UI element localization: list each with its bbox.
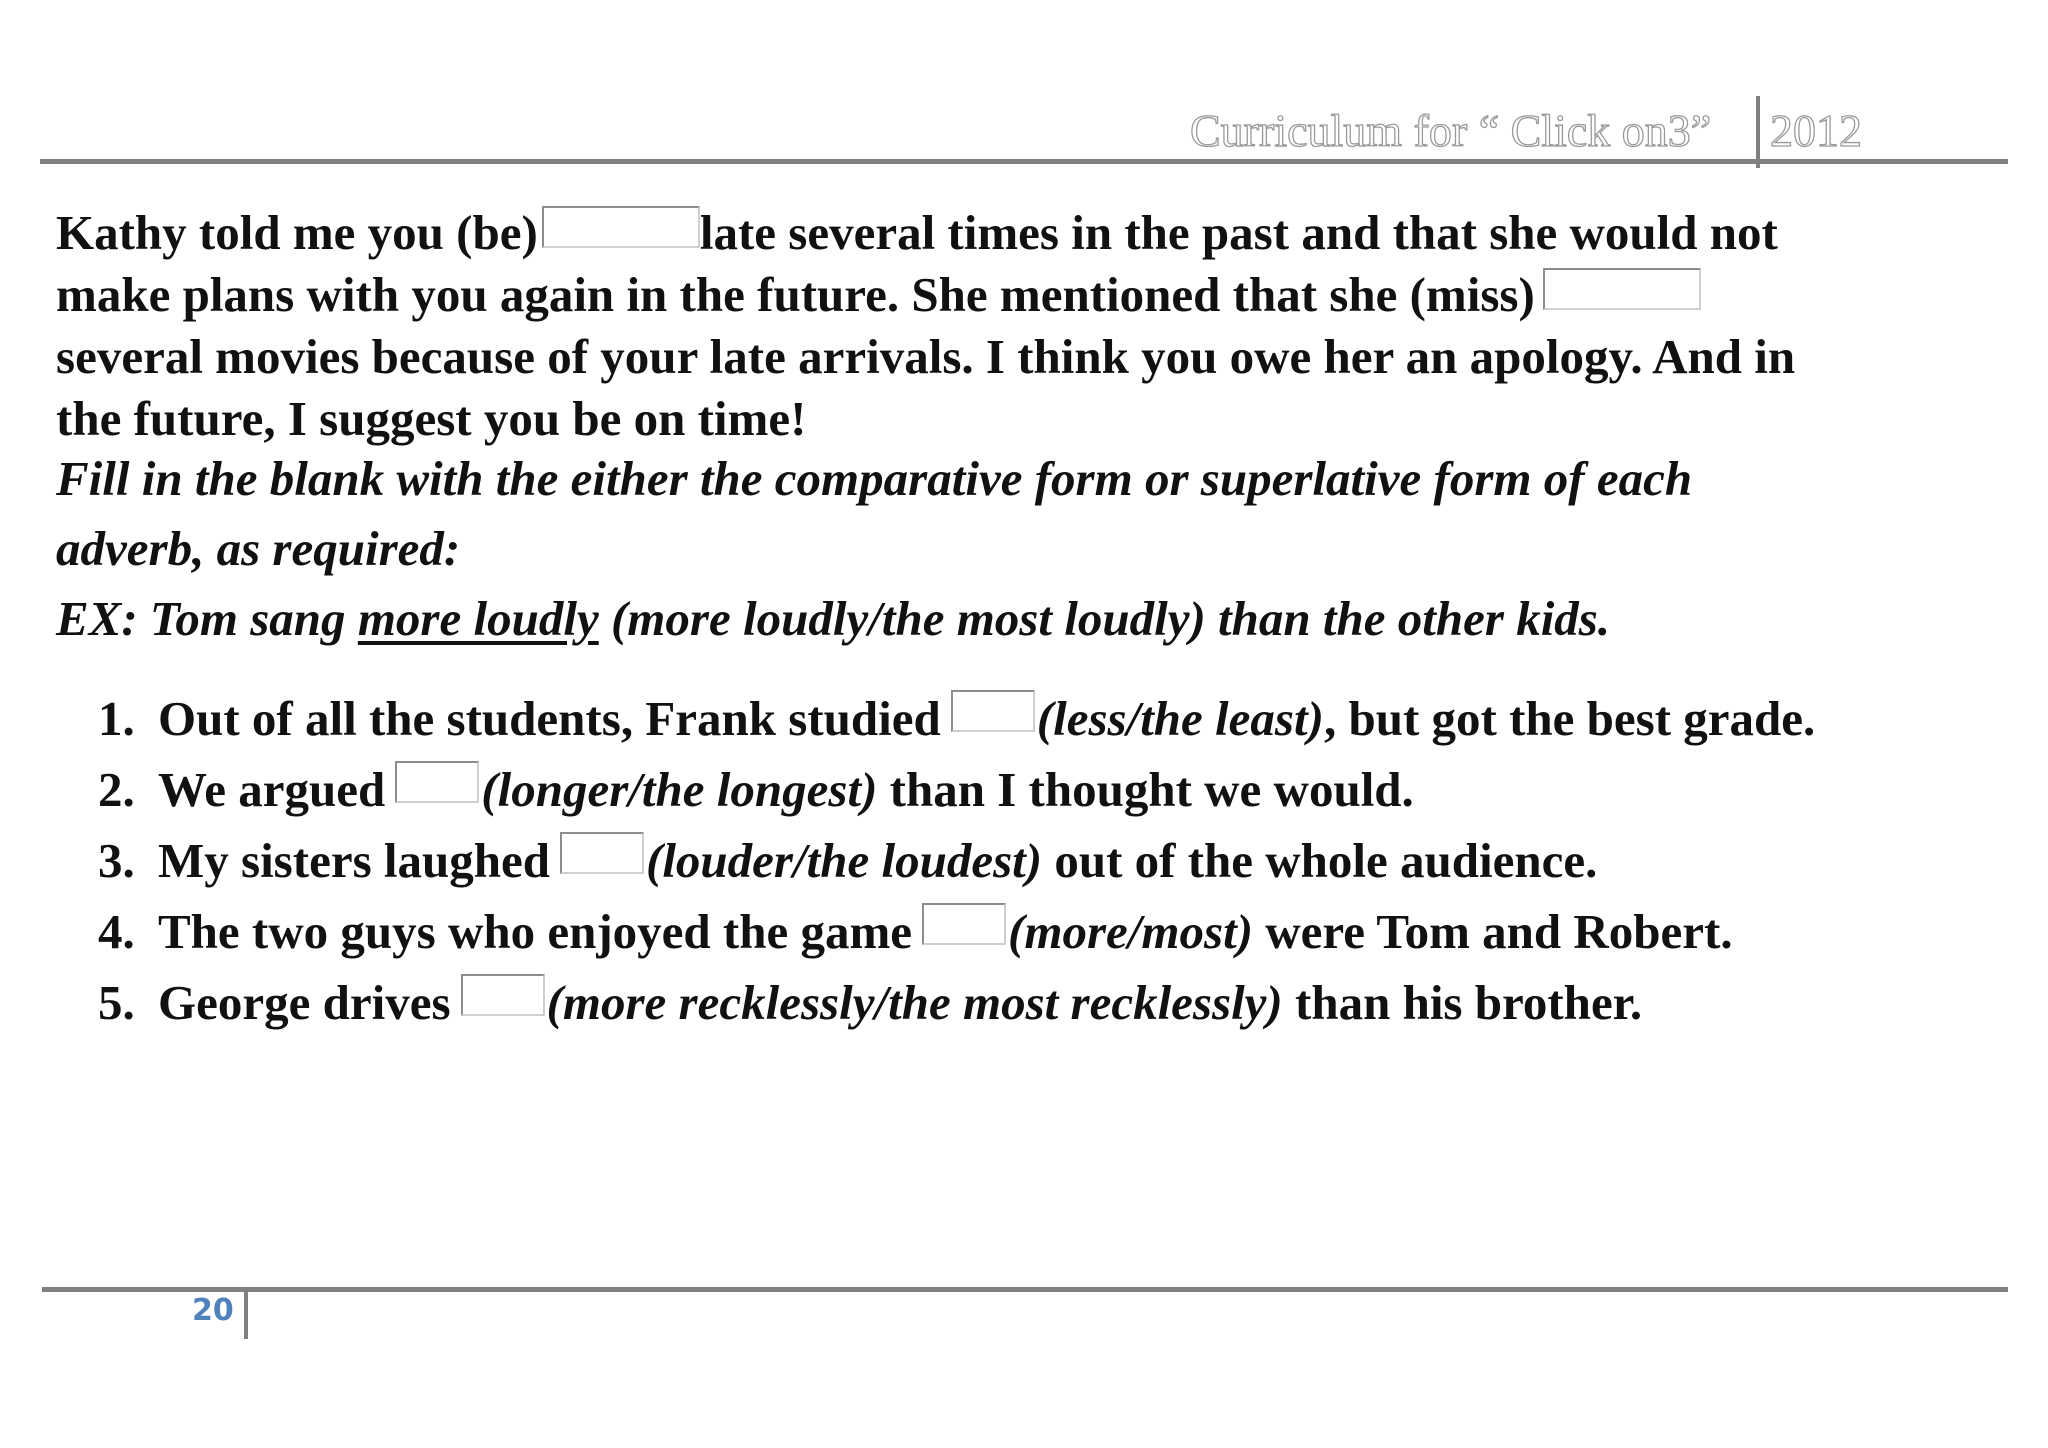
- exercise-item-4: [98, 901, 1733, 963]
- blank-field-2[interactable]: [395, 761, 479, 803]
- item-text: Out of all the students, Frank studied: [158, 691, 941, 746]
- item-text: , but got the best grade.: [1323, 691, 1816, 746]
- item-text: were Tom and Robert.: [1253, 904, 1733, 959]
- blank-field-4[interactable]: [922, 903, 1006, 945]
- item-text: My sisters laughed: [158, 833, 550, 888]
- item-text: We argued: [158, 762, 386, 817]
- page-number: 20: [192, 1293, 234, 1328]
- passage-text: Kathy told me you (be): [56, 205, 538, 260]
- exercise-item-5: [98, 972, 1642, 1034]
- example-prefix: EX: Tom sang: [56, 591, 358, 646]
- page-header: [1180, 96, 1880, 168]
- passage-line-2: [56, 264, 1701, 326]
- item-hint: (more recklessly/the most recklessly): [546, 975, 1283, 1030]
- header-year: 2012: [1770, 105, 1862, 156]
- passage-text: late several times in the past and that she would not: [699, 205, 1778, 260]
- blank-field-be[interactable]: [542, 206, 700, 248]
- exercise-item-1: [98, 688, 1815, 750]
- item-hint: (more/most): [1008, 904, 1254, 959]
- blank-field-5[interactable]: [461, 974, 545, 1016]
- item-hint: (less/the least): [1036, 691, 1324, 746]
- item-hint: (longer/the longest): [481, 762, 878, 817]
- passage-line-3: several movies because of your late arrivals. I think you owe her an apology. And in: [56, 329, 1796, 384]
- instruction-line-2: adverb, as required:: [56, 521, 461, 576]
- item-number: 2.: [98, 762, 135, 817]
- example-line: [56, 590, 1610, 647]
- exercise-item-3: [98, 830, 1597, 892]
- item-hint: (louder/the loudest): [646, 833, 1043, 888]
- item-text: than I thought we would.: [877, 762, 1414, 817]
- item-number: 4.: [98, 904, 135, 959]
- item-number: 5.: [98, 975, 135, 1030]
- footer-divider: [244, 1289, 248, 1339]
- item-number: 1.: [98, 691, 135, 746]
- item-text: The two guys who enjoyed the game: [158, 904, 913, 959]
- item-number: 3.: [98, 833, 135, 888]
- item-text: than his brother.: [1282, 975, 1643, 1030]
- exercise-item-2: [98, 759, 1414, 821]
- passage-text: make plans with you again in the future. She mentioned that she (miss): [56, 267, 1535, 322]
- blank-field-3[interactable]: [560, 832, 644, 874]
- item-text: George drives: [158, 975, 451, 1030]
- example-suffix: (more loudly/the most loudly) than the other kids.: [598, 591, 1611, 646]
- instruction-line-1: Fill in the blank with the either the comparative form or superlative form of each: [56, 451, 1693, 506]
- item-text: out of the whole audience.: [1042, 833, 1598, 888]
- header-title: Curriculum for “ Click on3”: [1190, 105, 1712, 156]
- blank-field-miss[interactable]: [1543, 268, 1701, 310]
- header-rule: [40, 159, 2008, 164]
- example-answer: more loudly: [357, 591, 599, 646]
- passage-line-4: the future, I suggest you be on time!: [56, 391, 807, 446]
- header-divider: [1756, 96, 1760, 168]
- footer-rule: [42, 1287, 2008, 1292]
- blank-field-1[interactable]: [951, 690, 1035, 732]
- passage-line-1: [56, 202, 1778, 264]
